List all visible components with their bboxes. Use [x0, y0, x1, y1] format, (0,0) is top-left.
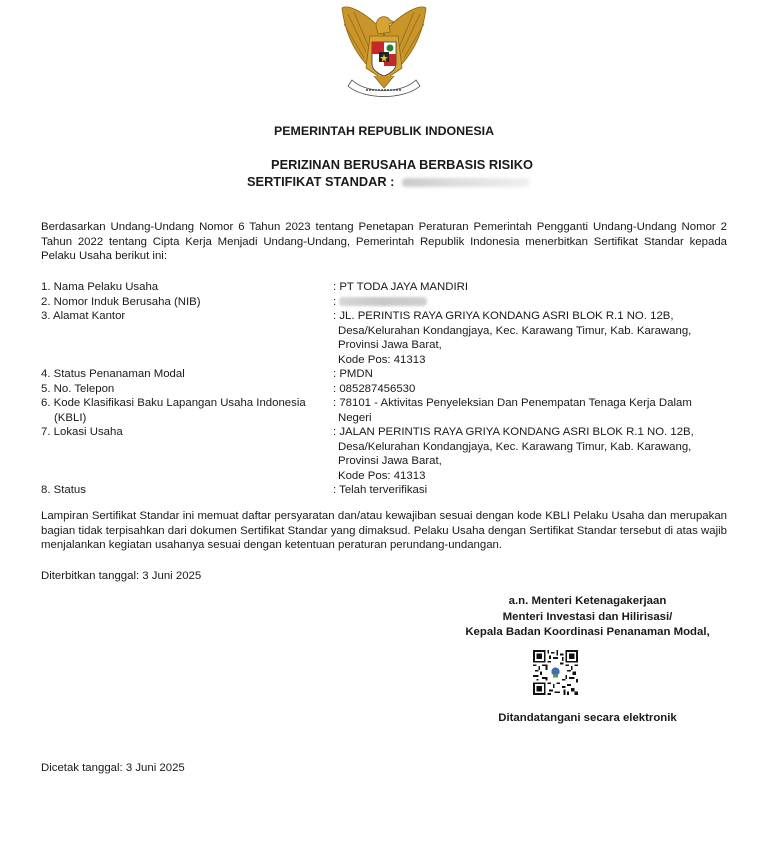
certificate-label: SERTIFIKAT STANDAR :: [247, 174, 395, 189]
signatory-line-1: a.n. Menteri Ketenagakerjaan: [508, 595, 667, 607]
qr-code-icon[interactable]: [533, 650, 578, 695]
field-label: 4. Status Penanaman Modal: [41, 368, 185, 380]
field-value: :: [333, 295, 738, 310]
field-value: : PT TODA JAYA MANDIRI: [333, 281, 469, 293]
field-value: : PMDN: [333, 368, 373, 380]
certificate-number-line: [247, 174, 530, 189]
government-heading: PEMERINTAH REPUBLIK INDONESIA: [273, 124, 495, 138]
field-value: : 78101 - Aktivitas Penyeleksian Dan Penempatan Tenaga Kerja Dalam Negeri: [333, 397, 692, 424]
intro-paragraph: Berdasarkan Undang-Undang Nomor 6 Tahun 2023 tentang Penetapan Peraturan Pemerintah Pengganti Undang-Undang Nomor 2 Tahun 2022 tentang Cipta Kerja Menjadi Undang-Undang, Pemerintah Republik Indonesia menerbitkan Sertifikat Standar kepada Pelaku Usaha berikut ini:: [41, 221, 727, 262]
issued-date: Diterbitkan tanggal: 3 Juni 2025: [41, 570, 202, 582]
electronic-signature-note: Ditandatangani secara elektronik: [498, 712, 677, 724]
field-value: : 085287456530: [333, 382, 416, 395]
field-value: : Telah terverifikasi: [333, 484, 428, 496]
field-label: 5. No. Telepon: [41, 382, 115, 395]
field-label: 8. Status: [41, 484, 86, 496]
document-title: PERIZINAN BERUSAHA BERBASIS RISIKO: [271, 157, 533, 172]
field-label: 7. Lokasi Usaha: [41, 426, 123, 438]
field-value: : JALAN PERINTIS RAYA GRIYA KONDANG ASRI BLOK R.1 NO. 12B, Desa/Kelurahan Kondangjaya, Kec. Karawang Timur, Kab. Karawang, Provinsi Jawa Barat, Kode Pos: 41313: [333, 426, 694, 482]
field-label: 3. Alamat Kantor: [41, 310, 126, 322]
signatory-line-3: Kepala Badan Koordinasi Penanaman Modal,: [465, 626, 710, 638]
signatory-block: [400, 594, 768, 641]
garuda-emblem-icon: [336, 2, 432, 104]
field-label: 6. Kode Klasifikasi Baku Lapangan Usaha Indonesia (KBLI): [41, 397, 306, 424]
field-label: 2. Nomor Induk Berusaha (NIB): [41, 295, 201, 308]
attachment-note-paragraph: Lampiran Sertifikat Standar ini memuat daftar persyaratan dan/atau kewajiban sesuai dengan kode KBLI Pelaku Usaha dan merupakan bagian tidak terpisahkan dari dokumen Sertifikat Standar yang dimaksud. Pelaku Usaha dengan Sertifikat Standar tersebut di atas wajib menjalankan kegiatan usahanya sesuai dengan ketentuan peraturan perundang-undangan.: [41, 510, 727, 551]
field-value: : JL. PERINTIS RAYA GRIYA KONDANG ASRI BLOK R.1 NO. 12B, Desa/Kelurahan Kondangjaya, Kec. Karawang Timur, Kab. Karawang, Provinsi Jawa Barat, Kode Pos: 41313: [333, 310, 692, 366]
signatory-line-2: Menteri Investasi dan Hilirisasi/: [502, 610, 673, 623]
redacted-nib: [339, 297, 427, 306]
redacted-certificate-number: [402, 178, 530, 187]
field-label: 1. Nama Pelaku Usaha: [41, 281, 159, 293]
printed-date: Dicetak tanggal: 3 Juni 2025: [41, 762, 185, 774]
